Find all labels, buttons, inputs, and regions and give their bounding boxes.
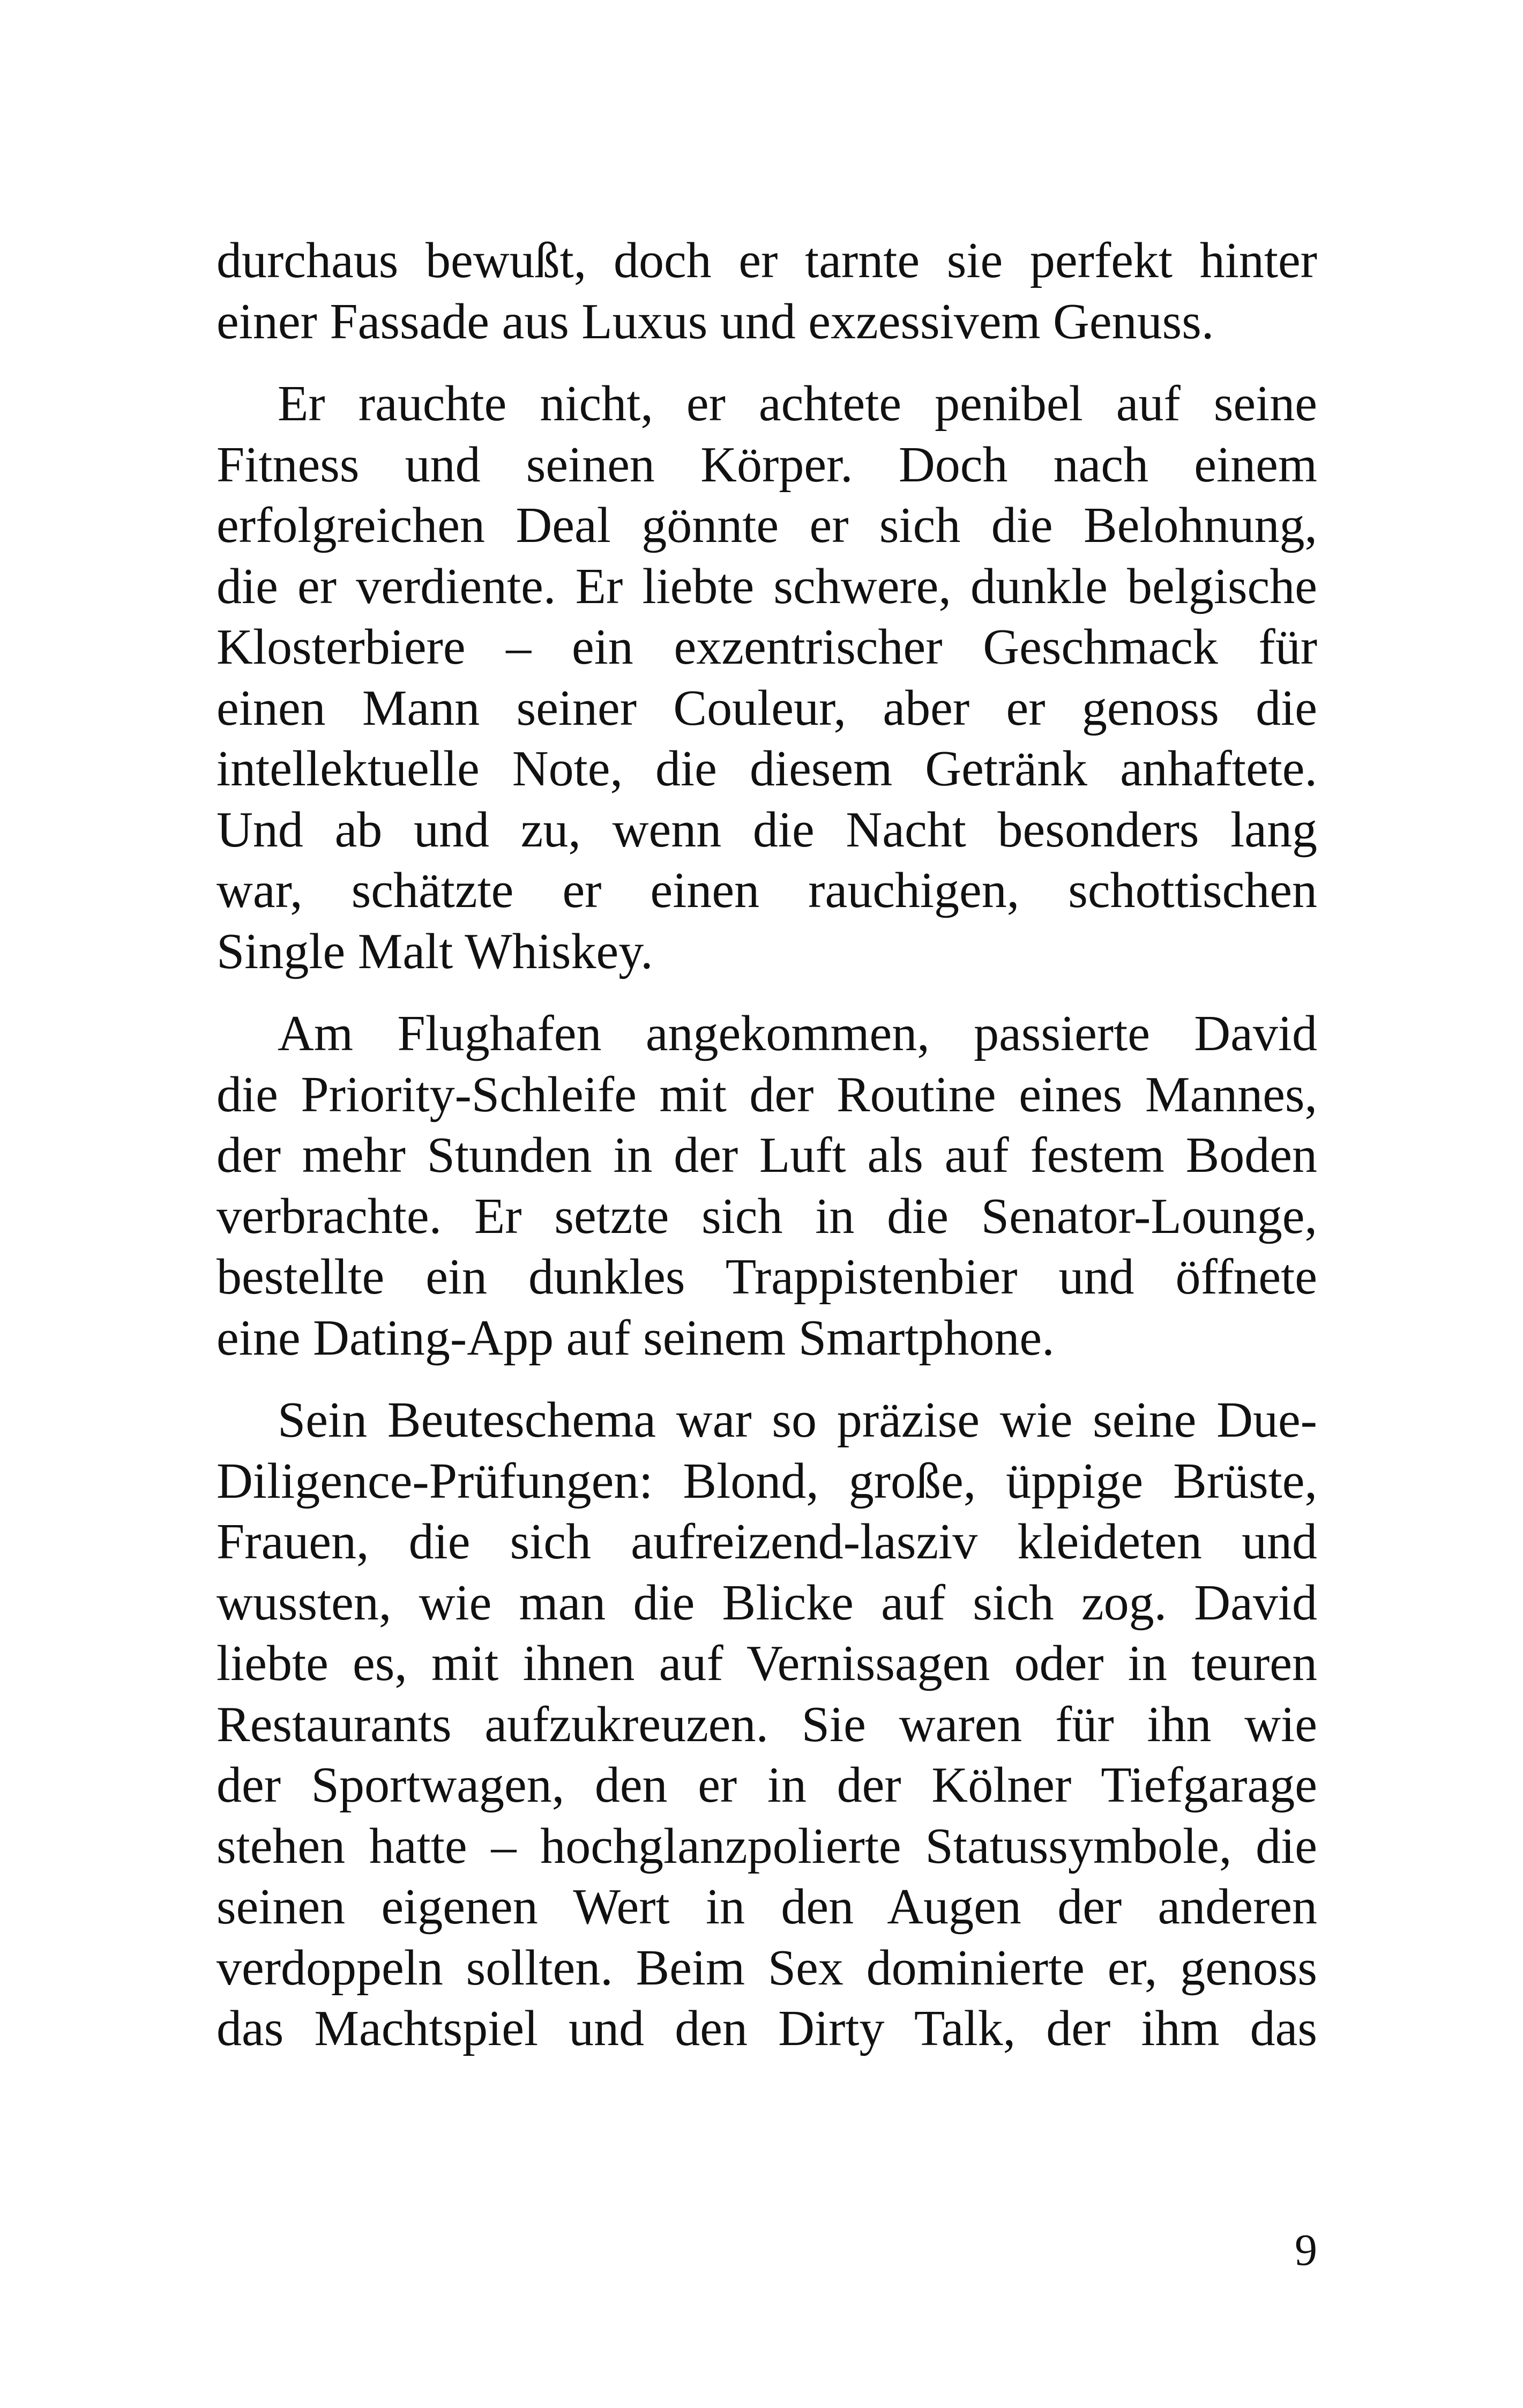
text-line: Frauen, die sich aufreizend-lasziv kleideten und: [216, 1514, 1317, 1570]
text-line: war, schätzte er einen rauchigen, schottischen: [216, 863, 1317, 918]
text-line: Und ab und zu, wenn die Nacht besonders lang: [216, 801, 1317, 858]
paragraph-3: [216, 1004, 1317, 1369]
body-text: [216, 231, 1317, 2060]
paragraph-1: [216, 231, 1317, 352]
text-line: einer Fassade aus Luxus und exzessivem Genuss.: [216, 293, 1214, 350]
text-line: verdoppeln sollten. Beim Sex dominierte er, genoss: [216, 1939, 1317, 1996]
text-line: Klosterbiere – ein exzentrischer Geschmack für: [216, 619, 1317, 675]
text-line: Diligence-Prüfungen: Blond, große, üppige Brüste,: [216, 1453, 1317, 1509]
text-line: der mehr Stunden in der Luft als auf festem Boden: [216, 1127, 1317, 1183]
text-line: Er rauchte nicht, er achtete penibel auf seine: [278, 376, 1317, 432]
text-line: die er verdiente. Er liebte schwere, dunkle belgische: [216, 558, 1317, 614]
text-line: Restaurants aufzukreuzen. Sie waren für ihn wie: [216, 1696, 1317, 1752]
text-line: stehen hatte – hochglanzpolierte Statussymbole, die: [216, 1818, 1317, 1874]
text-line: der Sportwagen, den er in der Kölner Tiefgarage: [216, 1757, 1317, 1813]
text-line: intellektuelle Note, die diesem Getränk anhaftete.: [216, 741, 1317, 797]
text-line: einen Mann seiner Couleur, aber er genoss die: [216, 680, 1317, 736]
paragraph-4: [216, 1390, 1317, 2060]
text-line: die Priority-Schleife mit der Routine eines Mannes,: [216, 1066, 1317, 1123]
page-number: 9: [1295, 2225, 1317, 2275]
text-line: bestellte ein dunkles Trappistenbier und öffnete: [216, 1249, 1317, 1305]
text-line: Sein Beuteschema war so präzise wie seine Due-: [278, 1392, 1317, 1448]
text-line: das Machtspiel und den Dirty Talk, der ihm das: [216, 2001, 1317, 2056]
text-line: seinen eigenen Wert in den Augen der anderen: [216, 1879, 1317, 1935]
text-line: Single Malt Whiskey.: [216, 923, 653, 979]
text-line: Am Flughafen angekommen, passierte David: [278, 1006, 1317, 1061]
text-line: eine Dating-App auf seinem Smartphone.: [216, 1310, 1055, 1366]
text-line: liebte es, mit ihnen auf Vernissagen oder in teuren: [216, 1636, 1317, 1691]
paragraph-2: [216, 374, 1317, 982]
text-line: durchaus bewußt, doch er tarnte sie perfekt hinter: [216, 233, 1317, 288]
text-line: wussten, wie man die Blicke auf sich zog. David: [216, 1574, 1317, 1631]
text-line: erfolgreichen Deal gönnte er sich die Belohnung,: [216, 497, 1317, 553]
text-line: Fitness und seinen Körper. Doch nach einem: [216, 436, 1317, 493]
text-line: verbrachte. Er setzte sich in die Senator-Lounge,: [216, 1188, 1317, 1244]
